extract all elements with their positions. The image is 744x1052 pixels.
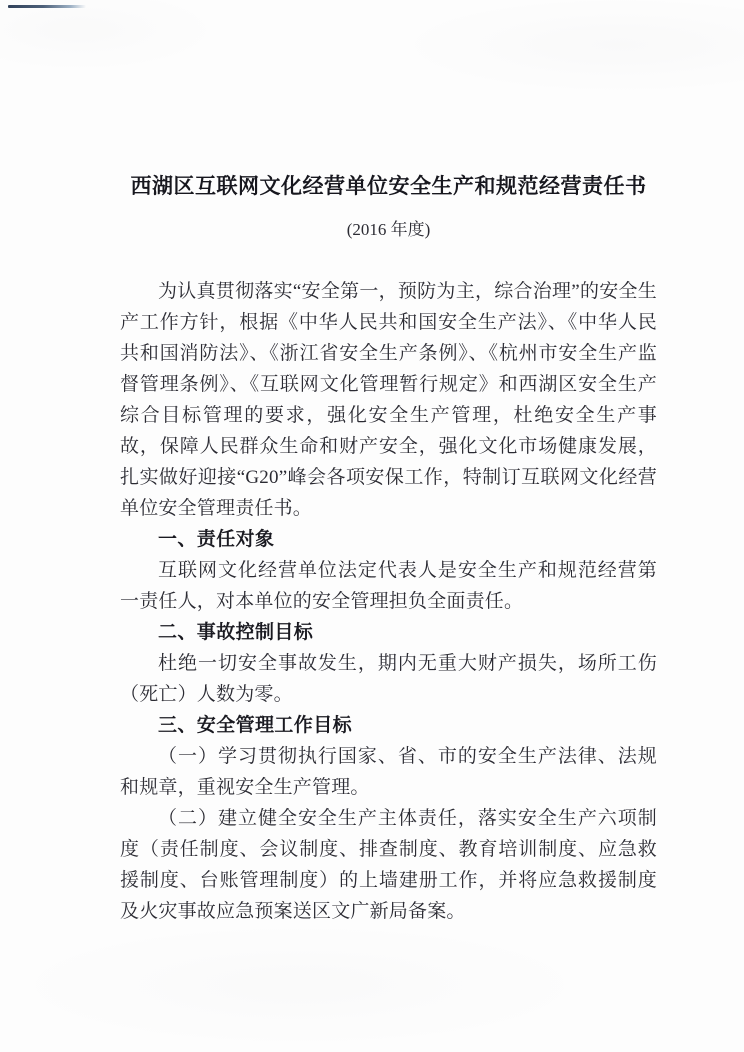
body-paragraph: 杜绝一切安全事故发生，期内无重大财产损失，场所工伤（死亡）人数为零。 [120,653,657,705]
section-heading-1: 一、责任对象 [158,529,275,550]
section-heading-3: 三、安全管理工作目标 [158,715,353,736]
body-paragraph: 为认真贯彻落实“安全第一，预防为主，综合治理”的安全生产工作方针，根据《中华人民共和国安全生产法》、《中华人民共和国消防法》、《浙江省安全生产条例》、《杭州市安全生产监督管理条例》、《互联网文化管理暂行规定》和西湖区安全生产综合目标管理的要求，强化安全生产管理，杜绝安全生产事故，保障人民群众生命和财产安全，强化文化市场健康发展，扎实做好迎接“G20”峰会各项安保工作，特制订互联网文化经营单位安全管理责任书。 [120,281,657,519]
document-title: 西湖区互联网文化经营单位安全生产和规范经营责任书 [130,175,647,198]
document-subtitle: (2016 年度) [346,220,431,239]
body-paragraph: 互联网文化经营单位法定代表人是安全生产和规范经营第一责任人，对本单位的安全管理担负全面责任。 [120,560,657,612]
section-heading-2: 二、事故控制目标 [158,622,314,643]
scan-artifact-line [8,5,86,8]
body-paragraph: （一）学习贯彻执行国家、省、市的安全生产法律、法规和规章，重视安全生产管理。 [120,746,657,798]
document-content [120,172,657,927]
body-paragraph: （二）建立健全安全生产主体责任，落实安全生产六项制度（责任制度、会议制度、排查制度、教育培训制度、应急救援制度、台账管理制度）的上墙建册工作，并将应急救援制度及火灾事故应急预案送区文广新局备案。 [120,808,657,922]
document-body [120,276,657,927]
